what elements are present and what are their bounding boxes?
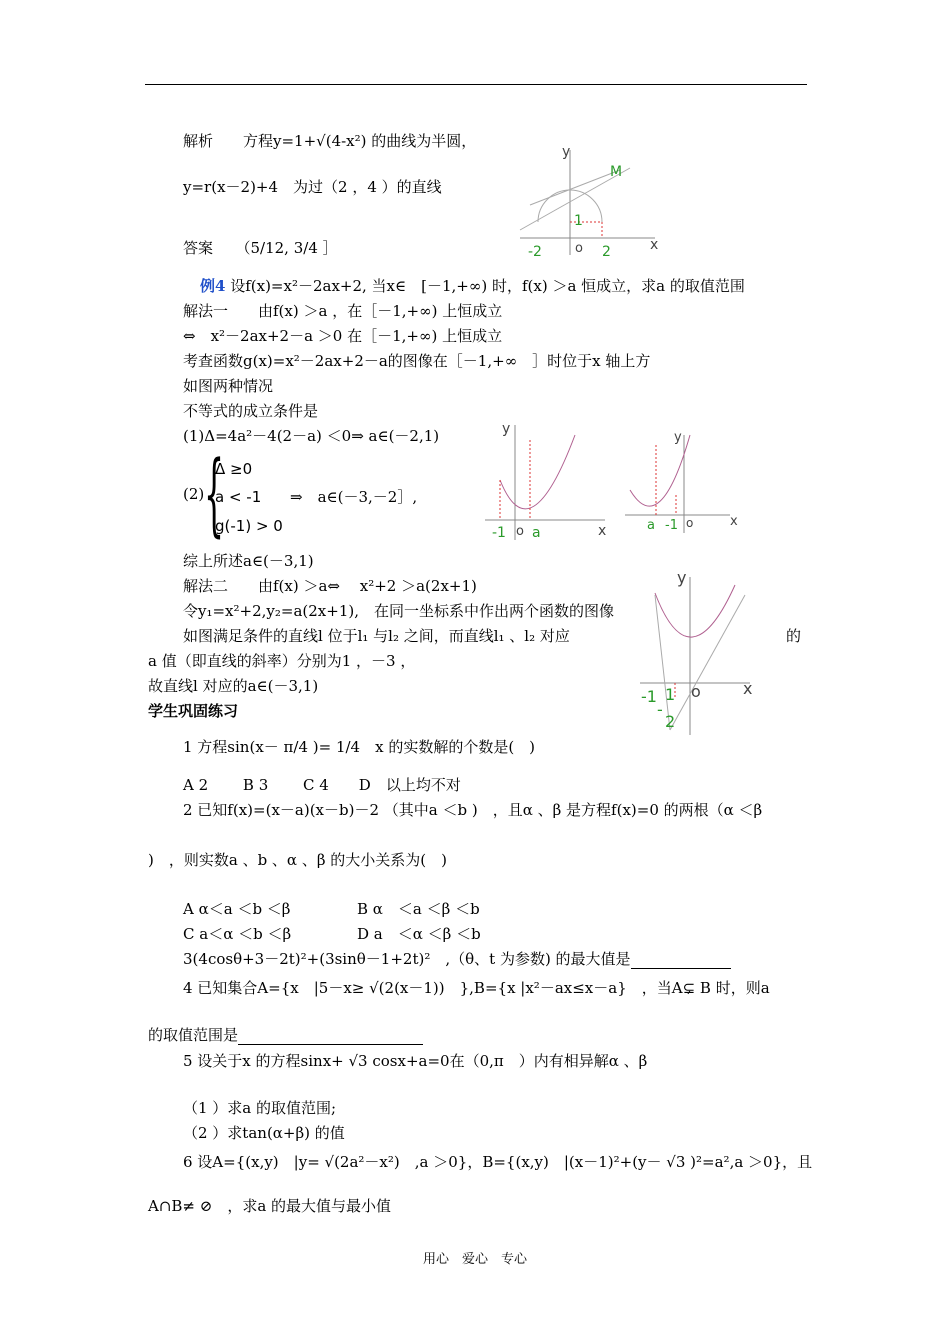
text-line: 解法二 由f(x) ＞a⇔ x²+2 ＞a(2x+1) — [183, 577, 477, 595]
x-axis-label: x — [598, 523, 607, 539]
text-line: 如图两种情况 — [183, 377, 274, 395]
footer: 用心 爱心 专心 — [422, 1252, 527, 1267]
figure-lines — [635, 565, 765, 740]
question-1-options: A 2 B 3 C 4 D 以上均不对 — [183, 776, 461, 794]
text-line: ⇒ a∈(－3,－2］, — [290, 488, 418, 506]
example-line: 例4 设f(x)=x²－2ax+2, 当x∈ [－1,+∞) 时，f(x) ＞a 恒成立，求a 的取值范围 — [200, 277, 745, 295]
y-axis-label: y — [677, 568, 687, 587]
text-line: (1)Δ=4a²－4(2－a) ＜0⇒ a∈(－2,1) — [183, 427, 440, 445]
y-axis-label: y — [502, 421, 511, 437]
option-c: C a＜α ＜b ＜β — [183, 925, 292, 943]
text-line: ⇔ x²－2ax+2－a ＞0 在［－1,+∞) 上恒成立 — [183, 327, 503, 345]
text-line: y=r(x－2)+4 为过（2 ，4 ）的直线 — [183, 178, 442, 196]
question-1: 1 方程sin(x－ π/4 )= 1/4 x 的实数解的个数是( ) — [183, 738, 536, 756]
text-line: 不等式的成立条件是 — [183, 402, 319, 420]
answer-blank — [238, 1028, 423, 1045]
case-label: (2) — [183, 485, 205, 503]
tick-label: -2 — [528, 244, 542, 260]
tick-label: 2 — [665, 712, 676, 731]
example-label: 例4 — [200, 277, 226, 295]
question-6: 6 设A={(x,y) |y= √(2a²－x²) ,a ＞0}，B={(x,y) |(x－1)²+(y－ √3 )²=a²,a ＞0}，且 — [183, 1153, 813, 1171]
origin-label: o — [516, 524, 524, 539]
question-5: 5 设关于x 的方程sinx+ √3 cosx+a=0在（0,π ）内有相异解α 、β — [183, 1052, 648, 1070]
origin-label: o — [691, 682, 701, 701]
tick-label: -1 — [492, 525, 506, 541]
x-axis-label: x — [650, 237, 659, 253]
header-rule — [145, 84, 807, 85]
question-5-part1: （1 ）求a 的取值范围; — [183, 1099, 337, 1117]
system-line: Δ ≥0 — [215, 460, 253, 478]
tick-label: a — [532, 525, 541, 541]
question-4: 4 已知集合A={x |5－x≥ √(2(x－1)) },B={x |x²－ax≤x－a} ，当A⊊ B 时，则a — [183, 979, 770, 997]
option-a: A α＜a ＜b ＜β — [183, 900, 291, 918]
text-line: 令y₁=x²+2,y₂=a(2x+1), 在同一坐标系中作出两个函数的图像 — [183, 602, 614, 620]
brace: { — [204, 442, 225, 547]
system-line: a < -1 — [215, 488, 262, 506]
tick-label: -1 — [641, 687, 657, 706]
text-line: 如图满足条件的直线l 位于l₁ 与l₂ 之间，而直线l₁ 、l₂ 对应 — [183, 627, 570, 645]
tick-label: 1 — [665, 685, 676, 704]
question-6-cont: A∩B≠ ⊘ ，求a 的最大值与最小值 — [148, 1197, 392, 1215]
x-axis-label: x — [730, 514, 738, 529]
y-axis-label: y — [562, 144, 571, 160]
text-line: 综上所述a∈(－3,1) — [183, 552, 314, 570]
origin-label: o — [686, 516, 694, 530]
point-label: M — [610, 164, 623, 180]
x-axis-label: x — [743, 679, 753, 698]
y-axis-label: y — [674, 430, 682, 445]
tick-label: 2 — [602, 244, 611, 260]
question-4-cont: 的取值范围是 — [148, 1025, 423, 1045]
answer-blank — [631, 952, 731, 969]
tick-label: - — [657, 700, 663, 719]
section-heading: 学生巩固练习 — [148, 702, 239, 720]
text-line: a 值（即直线的斜率）分别为1 ，－3 ， — [148, 652, 416, 670]
text-line: 故直线l 对应的a∈(－3,1) — [148, 677, 319, 695]
origin-label: o — [575, 241, 583, 256]
system-line: g(-1) > 0 — [215, 517, 283, 535]
text-line: 答案 （5/12, 3/4 ］ — [183, 239, 338, 257]
question-2-cont: ) ，则实数a 、b 、α 、β 的大小关系为( ) — [148, 851, 447, 869]
option-d: D a ＜α ＜β ＜b — [357, 925, 481, 943]
text-line: 解法一 由f(x) ＞a ，在［－1,+∞) 上恒成立 — [183, 302, 503, 320]
figure-semicircle — [510, 140, 670, 260]
option-b: B α ＜a ＜β ＜b — [357, 900, 480, 918]
tick-label: a — [647, 518, 655, 533]
question-3: 3(4cosθ+3－2t)²+(3sinθ－1+2t)² ,（θ、t 为参数) 的最大值是 — [183, 949, 731, 969]
figure-parabola-1 — [480, 415, 620, 545]
tick-label: 1 — [574, 213, 583, 229]
text-line: 的 — [786, 627, 802, 645]
question-5-part2: （2 ）求tan(α+β) 的值 — [183, 1124, 345, 1142]
text-line: 解析 方程y=1+√(4-x²) 的曲线为半圆， — [183, 132, 477, 150]
figure-parabola-2 — [620, 425, 750, 535]
question-2: 2 已知f(x)=(x－a)(x－b)－2 （其中a ＜b ) ，且α 、β 是方程f(x)=0 的两根（α ＜β — [183, 801, 763, 819]
tick-label: -1 — [665, 518, 678, 533]
text-line: 考查函数g(x)=x²－2ax+2－a的图像在［－1,+∞ ］时位于x 轴上方 — [183, 352, 651, 370]
